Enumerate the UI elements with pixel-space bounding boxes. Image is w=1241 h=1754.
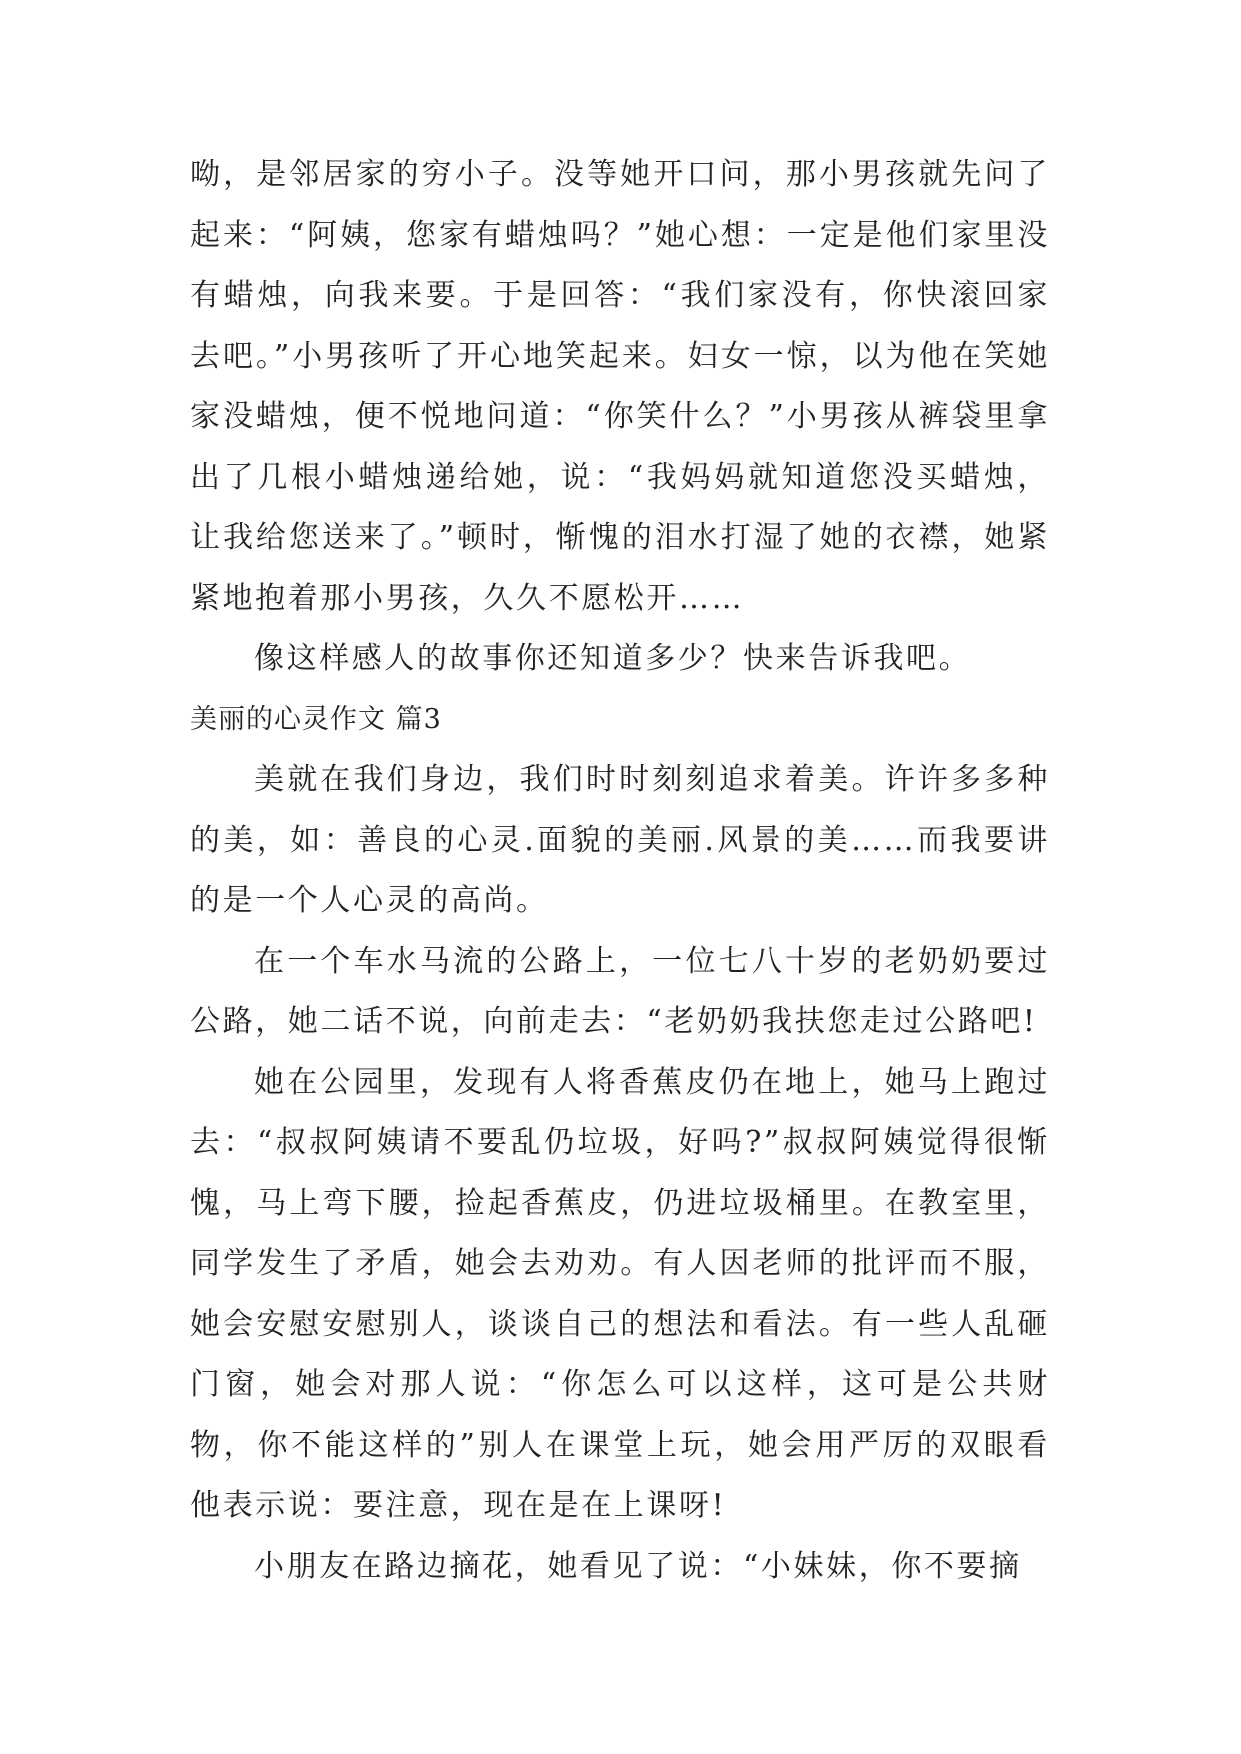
road-crossing-paragraph: 在一个车水马流的公路上，一位七八十岁的老奶奶要过公路，她二话不说，向前走去：“老奶奶我扶您走过公路吧!	[190, 943, 1050, 1039]
story-paragraph: 呦，是邻居家的穷小子。没等她开口问，那小男孩就先问了起来：“阿姨，您家有蜡烛吗？”她心想：一定是他们家里没有蜡烛，向我来要。于是回答：“我们家没有，你快滚回家去吧。”小男孩听了开心地笑起来。妇女一惊，以为他在笑她家没蜡烛，便不悦地问道：“你笑什么？”小男孩从裤袋里拿出了几根小蜡烛递给她，说：“我妈妈就知道您没买蜡烛，让我给您送来了。”顿时，惭愧的泪水打湿了她的衣襟，她紧紧地抱着那小男孩，久久不愿松开……	[190, 157, 1050, 616]
intro-paragraph: 美就在我们身边，我们时时刻刻追求着美。许许多多种的美，如：善良的心灵.面貌的美丽.风景的美……而我要讲的是一个人心灵的高尚。	[190, 762, 1050, 918]
park-paragraph: 她在公园里，发现有人将香蕉皮仍在地上，她马上跑过去：“叔叔阿姨请不要乱仍垃圾，好吗?”叔叔阿姨觉得很惭愧，马上弯下腰，捡起香蕉皮，仍进垃圾桶里。在教室里，同学发生了矛盾，她会去劝劝。有人因老师的批评而不服，她会安慰安慰别人，谈谈自己的想法和看法。有一些人乱砸门窗，她会对那人说：“你怎么可以这样，这可是公共财物，你不能这样的”别人在课堂上玩，她会用严厉的双眼看他表示说：要注意，现在是在上课呀!	[190, 1064, 1050, 1523]
section-heading: 美丽的心灵作文 篇3	[190, 703, 442, 735]
closing-question-paragraph: 像这样感人的故事你还知道多少？快来告诉我吧。	[254, 641, 972, 676]
flower-paragraph: 小朋友在路边摘花，她看见了说：“小妹妹，你不要摘	[254, 1548, 1022, 1584]
document-body	[190, 145, 1050, 1597]
